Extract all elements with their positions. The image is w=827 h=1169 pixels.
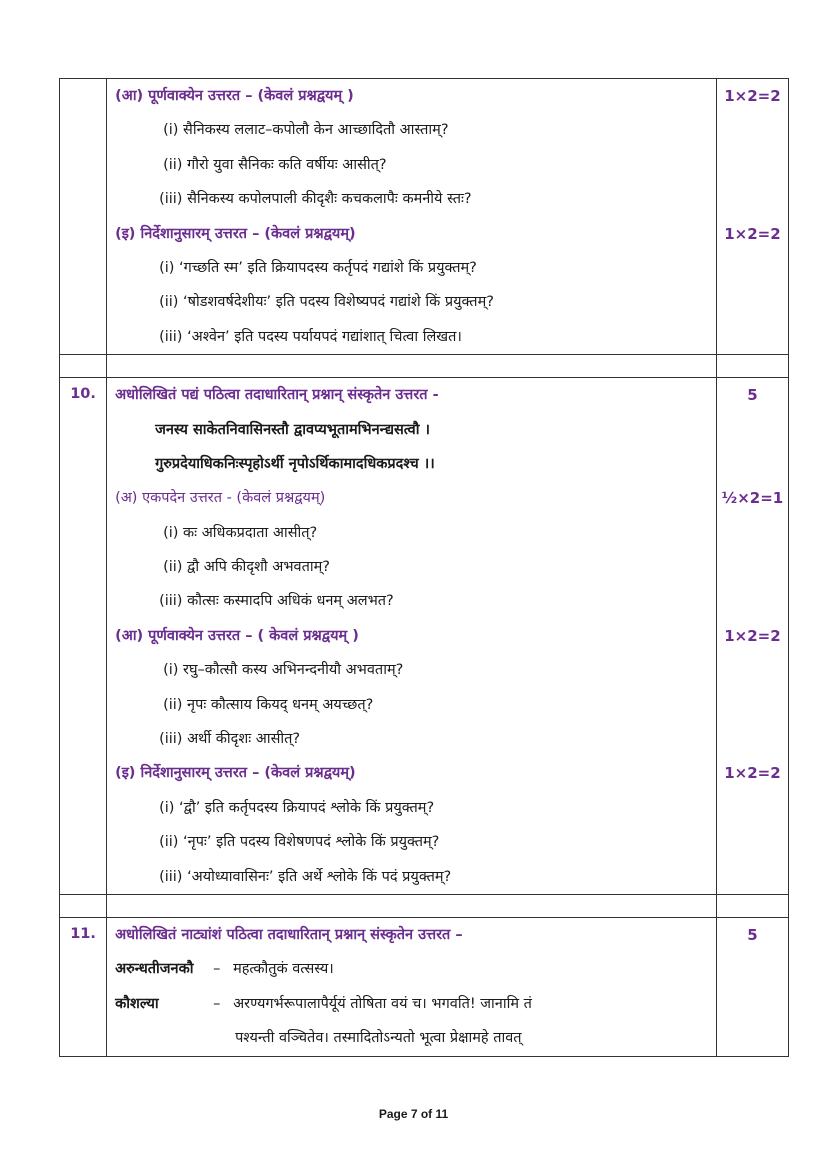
question-item: (i) ‘द्वौ’ इति कर्तृपदस्य क्रियापदं श्लोके किं प्रयुक्तम्?: [159, 799, 435, 816]
dialogue-continuation: पश्यन्ती वञ्चितेव। तस्मादितोऽन्यतो भूत्वा प्रेक्षामहे तावत्: [235, 1030, 522, 1047]
question-item: (ii) नृपः कौत्साय कियद् धनम् अयच्छत्?: [163, 696, 374, 713]
marks-value: 5: [747, 925, 758, 944]
question-item: (iii) ‘अश्वेन’ इति पदस्य पर्यायपदं गद्यांशात् चित्वा लिखत।: [159, 328, 462, 345]
dialogue-line: [107, 987, 716, 1021]
question-item: (i) रघु–कौत्सौ कस्य अभिनन्दनीयौ अभवताम्?: [163, 662, 404, 679]
marks-cell: [716, 378, 788, 895]
dialogue-dash: –: [213, 961, 221, 978]
marks-value: 1×2=2: [724, 626, 781, 645]
question-item: (iii) कौत्सः कस्मादपि अधिकं धनम् अलभत?: [159, 593, 394, 610]
question-item: (i) सैनिकस्य ललाट–कपोलौ केन आच्छादितौ आस्ताम्?: [163, 122, 449, 139]
question-content-cell: [107, 917, 717, 1056]
section-aa-heading: (आ) पूर्णवाक्येन उत्तरत – (केवलं प्रश्नद्वयम् ): [115, 88, 354, 104]
question-content-cell: [107, 79, 717, 355]
question-number: 11.: [60, 917, 107, 1056]
marks-value: 5: [747, 386, 758, 405]
marks-value: 1×2=2: [724, 224, 781, 243]
section-i-heading: (इ) निर्देशानुसारम् उत्तरत – (केवलं प्रश्नद्वयम्): [115, 225, 356, 242]
question-table: [59, 78, 789, 1057]
question-item: (ii) गौरो युवा सैनिकः कति वर्षीयः आसीत्?: [163, 156, 387, 173]
question-item: (ii) ‘षोडशवर्षदेशीयः’ इति पदस्य विशेष्यपदं गद्यांशे किं प्रयुक्तम्?: [159, 294, 494, 311]
speaker-name: अरुन्धतीजनकौ: [115, 961, 194, 978]
spacer-row: [60, 355, 789, 378]
question-number-cell: [60, 79, 107, 355]
dialogue-text: अरण्यगर्भरूपालापैर्यूयं तोषिता वयं च। भगवति! जानामि तं: [233, 995, 532, 1012]
marks-cell: [716, 917, 788, 1056]
verse-line: जनस्य साकेतनिवासिनस्तौ द्वावप्यभूतामभिनन्द्यसत्वौ ।: [155, 421, 431, 438]
marks-cell: [716, 79, 788, 355]
page-footer: Page 7 of 11: [378, 1107, 449, 1121]
question-item: (i) ‘गच्छति स्म’ इति क्रियापदस्य कर्तृपदं गद्यांशे किं प्रयुक्तम्?: [159, 259, 477, 276]
verse-line: गुरुप्रदेयाधिकनिःस्पृहोऽर्थी नृपोऽर्थिकामादधिकप्रदश्च ।।: [155, 455, 435, 472]
question-item: (ii) द्वौ अपि कीदृशौ अभवताम्?: [163, 559, 330, 576]
section-aa-heading: (आ) पूर्णवाक्येन उत्तरत – ( केवलं प्रश्नद्वयम् ): [115, 627, 359, 644]
question-item: (iii) अर्थी कीदृशः आसीत्?: [159, 731, 301, 748]
question-10-row: [60, 378, 789, 895]
section-a-heading: (अ) एकपदेन उत्तरत - (केवलं प्रश्नद्वयम्): [115, 490, 326, 507]
section-i-heading: (इ) निर्देशानुसारम् उत्तरत – (केवलं प्रश्नद्वयम्): [115, 765, 356, 782]
question-item: (i) कः अधिकप्रदाता आसीत्?: [163, 524, 318, 541]
marks-value: 1×2=2: [724, 764, 781, 783]
question-item: (iii) ‘अयोध्यावासिनः’ इति अर्थे श्लोके किं पदं प्रयुक्तम्?: [159, 868, 452, 885]
speaker-name: कौशल्या: [115, 995, 159, 1012]
spacer-row: [60, 894, 789, 917]
question-heading: अधोलिखितं पद्यं पठित्वा तदाधारितान् प्रश्नान् संस्कृतेन उत्तरत -: [115, 387, 439, 404]
question-heading: अधोलिखितं नाट्यांशं पठित्वा तदाधारितान् प्रश्नान् संस्कृतेन उत्तरत –: [115, 926, 463, 943]
dialogue-text: महत्कौतुकं वत्सस्य।: [233, 961, 334, 978]
question-item: (iii) सैनिकस्य कपोलपाली कीदृशैः कचकलापैः कमनीये स्तः?: [159, 191, 472, 208]
question-item: (ii) ‘नृपः’ इति पदस्य विशेषणपदं श्लोके किं प्रयुक्तम्?: [159, 834, 440, 851]
dialogue-line: [107, 952, 716, 986]
question-number: 10.: [60, 378, 107, 895]
question-9-continued-row: [60, 79, 789, 355]
question-content-cell: [107, 378, 717, 895]
marks-value: ½×2=1: [721, 489, 784, 508]
question-11-row: [60, 917, 789, 1056]
marks-value: 1×2=2: [724, 87, 781, 105]
dialogue-dash: –: [213, 995, 221, 1012]
